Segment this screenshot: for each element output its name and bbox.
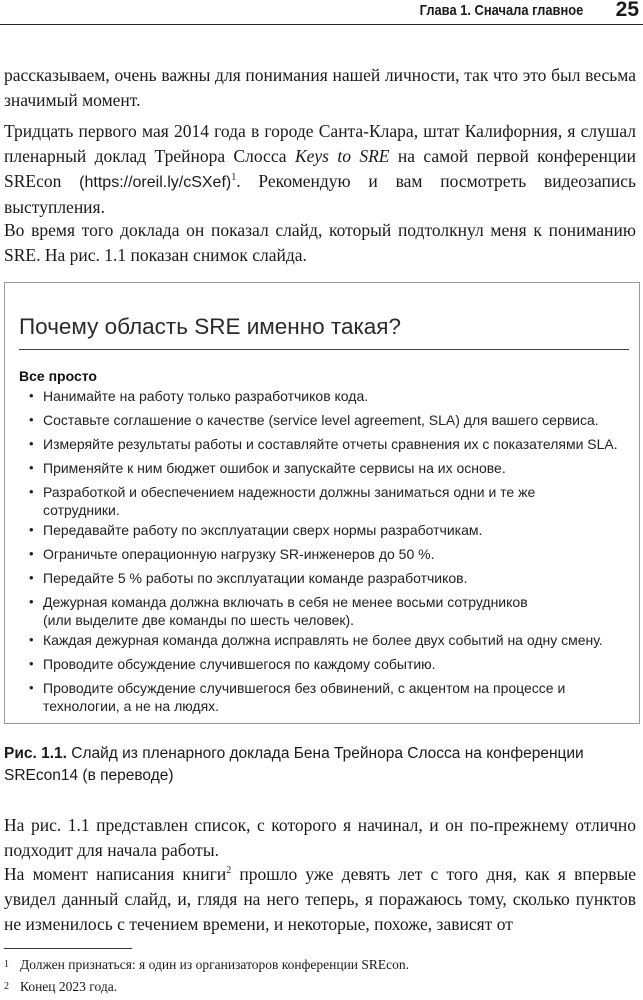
slide-list-item: • Применяйте к ним бюджет ошибок и запускайте сервисы на их основе. [29, 460, 506, 476]
footnote-text: Конец 2023 года. [20, 979, 118, 994]
bullet-icon: • [29, 412, 34, 427]
figure-caption [4, 743, 638, 787]
slide-list-item: • Передайте 5 % работы по эксплуатации команде разработчиков. [29, 570, 468, 586]
bullet-icon: • [29, 680, 34, 695]
running-header [0, 0, 643, 25]
slide-divider [19, 349, 629, 350]
paragraph-5: На момент написания книги$^2$ прошло уже девять лет с того дня, как я впервые увидел данный слайд, и, глядя на него теперь, я поражаюсь тому, сколько пунктов не изменилось с течением времени, и некоторые, похоже, зависят от [4, 864, 637, 934]
slide-list-item: • Проводите обсуждение случившегося по каждому событию. [29, 656, 436, 672]
talk-title: Keys to SRE [294, 146, 390, 166]
footnote-mark: 1 [4, 959, 9, 970]
footnote-ref-1[interactable]: 1 [231, 172, 237, 184]
paragraph-1: рассказываем, очень важны для понимания нашей личности, так что это был весьма значимый момент. [4, 65, 636, 110]
paragraph-2-text-c: . Рекомендую и вам посмотреть видеозапись выступления. [4, 171, 636, 217]
bullet-icon: • [29, 522, 34, 537]
slide-list-item: • Каждая дежурная команда должна исправлять не более двух событий на одну смену. [29, 632, 603, 648]
talk-link[interactable]: (https://oreil.ly/cSXef) [79, 174, 232, 191]
slide-figure [4, 282, 640, 724]
footnote-divider [4, 948, 132, 949]
bullet-icon: • [29, 388, 34, 403]
footnote-2 [4, 978, 117, 996]
chapter-title: Глава 1. Сначала главное [419, 2, 583, 19]
slide-title: Почему область SRE именно такая? [19, 314, 402, 339]
slide-subtitle: Все просто [19, 368, 97, 384]
page-number: 25 [615, 0, 639, 21]
slide-list-item: • Измеряйте результаты работы и составляйте отчеты сравнения их с показателями SLA. [29, 436, 618, 452]
bullet-icon: • [29, 656, 34, 671]
figure-label: Рис. 1.1. [4, 745, 67, 762]
slide-list-item: • Дежурная команда должна включать в себя не менее восьми сотрудников (или выделите две команды по шесть человек). [29, 594, 528, 628]
bullet-icon: • [29, 570, 34, 585]
bullet-icon: • [29, 546, 34, 561]
bullet-icon: • [29, 436, 34, 451]
slide-list-item: • Разработкой и обеспечением надежности должны заниматься одни и те же сотрудники. [29, 484, 536, 518]
slide-list-item: • Нанимайте на работу только разработчиков кода. [29, 388, 369, 404]
slide-list-item: • Составьте соглашение о качестве (service level agreement, SLA) для вашего сервиса. [29, 412, 599, 428]
slide-list-item: • Ограничьте операционную нагрузку SR-инженеров до 50 %. [29, 546, 435, 562]
figure-caption-text: Слайд из пленарного доклада Бена Трейнора Слосса на конференции SREcon14 (в переводе) [4, 745, 584, 784]
paragraph-2 [4, 119, 636, 220]
bullet-icon: • [29, 632, 34, 647]
paragraph-2-text-a: Тридцать первого мая 2014 года в городе Санта-Клара, штат Калифорния, я слушал пленарный доклад Трейнора Слосса [4, 121, 636, 166]
footnote-text: Должен признаться: я один из организаторов конференции SREcon. [20, 957, 410, 972]
bullet-icon: • [29, 484, 34, 499]
paragraph-2-text-b: на самой первой конференции SREcon [4, 146, 636, 191]
slide-list-item: • Проводите обсуждение случившегося без обвинений, с акцентом на процессе и технологии, а не на людях. [29, 680, 566, 714]
bullet-icon: • [29, 460, 34, 475]
footnote-ref-2[interactable]: 2 [226, 865, 232, 877]
footnote-mark: 2 [4, 981, 9, 992]
slide-list-item: • Передавайте работу по эксплуатации сверх нормы разработчикам. [29, 522, 483, 538]
footnote-1 [4, 956, 409, 974]
paragraph-3: Во время того доклада он показал слайд, который подтолкнул меня к пониманию SRE. На рис. 1.1 показан снимок слайда. [4, 220, 636, 265]
paragraph-4: На рис. 1.1 представлен список, с которого я начинал, и он по-прежнему отлично подходит для начала работы. [4, 815, 636, 860]
bullet-icon: • [29, 594, 34, 609]
